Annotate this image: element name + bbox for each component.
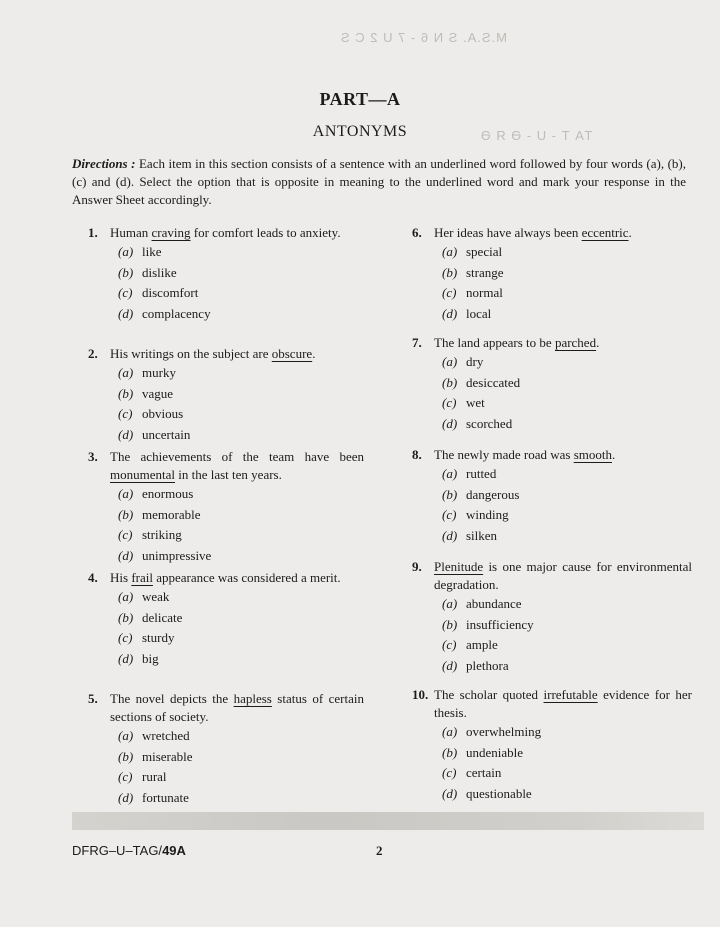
question-number: 4.	[88, 570, 98, 585]
option-d	[88, 788, 364, 809]
underlined-word: smooth	[573, 447, 612, 462]
underlined-word: Plenitude	[434, 559, 484, 574]
option-d	[412, 784, 692, 805]
question-text-post: in the last ten years.	[175, 467, 282, 482]
option-d	[412, 656, 692, 677]
option-text: silken	[466, 527, 498, 543]
option-c	[88, 767, 364, 788]
part-title: PART—A	[319, 89, 401, 109]
booklet-code-prefix: DFRG–U–TAG/	[72, 843, 163, 858]
option-label: (d)	[118, 650, 134, 666]
option-label: (d)	[442, 415, 458, 431]
directions-label: Directions :	[72, 156, 136, 171]
option-b	[88, 608, 364, 629]
question-text-post: .	[312, 346, 316, 361]
question-text-pre: Her ideas have always been	[434, 225, 582, 240]
option-text: sturdy	[142, 630, 175, 645]
option-text: memorable	[142, 506, 201, 522]
option-d	[412, 414, 692, 435]
question-number: 8.	[412, 447, 422, 462]
option-a	[412, 242, 692, 263]
option-text: special	[466, 244, 503, 259]
option-text: rural	[142, 769, 167, 784]
option-label: (b)	[442, 374, 458, 390]
option-label: (b)	[118, 506, 134, 522]
question-6	[412, 224, 692, 324]
question-2	[88, 345, 364, 445]
option-label: (c)	[442, 507, 457, 522]
question-number: 9.	[412, 559, 422, 574]
question-1	[88, 224, 364, 324]
question-3	[88, 448, 364, 566]
option-b	[88, 384, 364, 405]
option-text: ample	[466, 637, 498, 652]
option-text: desiccated	[466, 374, 521, 390]
option-text: weak	[142, 589, 170, 604]
option-b	[412, 743, 692, 764]
option-text: overwhelming	[466, 724, 542, 739]
option-label: (b)	[118, 385, 134, 401]
option-text: local	[466, 305, 492, 321]
option-text: miserable	[142, 748, 193, 764]
option-d	[412, 304, 692, 325]
option-text: abundance	[466, 596, 522, 611]
option-label: (a)	[442, 354, 458, 369]
option-label: (b)	[442, 744, 458, 760]
option-text: obvious	[142, 406, 184, 421]
option-a	[412, 464, 692, 485]
show-through-text: ТА Т - U - Ә Я Ә	[480, 128, 593, 143]
option-text: certain	[466, 765, 502, 780]
option-text: wet	[466, 395, 485, 410]
option-label: (c)	[118, 630, 133, 645]
option-label: (b)	[118, 609, 134, 625]
option-text: complacency	[142, 305, 211, 321]
question-number: 2.	[88, 346, 98, 361]
option-b	[412, 263, 692, 284]
option-label: (b)	[442, 486, 458, 502]
question-text-pre: The land appears to be	[434, 335, 555, 350]
option-label: (a)	[442, 596, 458, 611]
option-text: dislike	[142, 264, 177, 280]
option-label: (b)	[442, 616, 458, 632]
footer-band	[72, 812, 704, 830]
option-text: normal	[466, 285, 503, 300]
question-4	[88, 569, 364, 669]
question-10	[412, 686, 692, 804]
option-text: enormous	[142, 486, 194, 501]
option-c	[412, 505, 692, 526]
option-label: (b)	[442, 264, 458, 280]
option-a	[88, 242, 364, 263]
option-d	[88, 649, 364, 670]
question-text-post: for comfort leads to anxiety.	[190, 225, 341, 240]
option-text: delicate	[142, 609, 183, 625]
booklet-code-suffix: 49A	[162, 843, 186, 858]
option-label: (c)	[118, 406, 133, 421]
option-text: questionable	[466, 785, 532, 801]
option-label: (c)	[118, 769, 133, 784]
question-number: 1.	[88, 225, 98, 240]
question-7	[412, 334, 692, 434]
option-a	[412, 722, 692, 743]
underlined-word: frail	[131, 570, 153, 585]
option-d	[88, 546, 364, 567]
option-d	[412, 526, 692, 547]
option-a	[88, 726, 364, 747]
question-text-pre: The newly made road was	[434, 447, 574, 462]
question-text-post: is one major cause for environmental degradation.	[434, 559, 692, 592]
option-text: striking	[142, 527, 182, 542]
underlined-word: obscure	[271, 346, 313, 361]
option-text: unimpressive	[142, 547, 212, 563]
question-text-post: .	[628, 225, 632, 240]
underlined-word: monumental	[110, 467, 175, 482]
question-text-post: .	[596, 335, 600, 350]
question-number: 3.	[88, 449, 98, 464]
option-label: (a)	[442, 466, 458, 481]
question-number: 10.	[412, 687, 429, 702]
question-number: 5.	[88, 691, 98, 706]
question-9	[412, 558, 692, 676]
option-label: (d)	[442, 527, 458, 543]
question-5	[88, 690, 364, 808]
option-text: strange	[466, 264, 504, 280]
option-label: (b)	[118, 748, 134, 764]
question-text-post: evidence for her thesis.	[434, 687, 692, 720]
option-d	[88, 304, 364, 325]
option-label: (a)	[118, 365, 134, 380]
underlined-word: craving	[151, 225, 191, 240]
option-label: (a)	[442, 244, 458, 259]
option-text: winding	[466, 507, 509, 522]
question-text-pre: His writings on the subject are	[110, 346, 272, 361]
option-label: (a)	[118, 244, 134, 259]
question-8	[412, 446, 692, 546]
option-text: dangerous	[466, 486, 520, 502]
option-a	[412, 352, 692, 373]
option-b	[88, 505, 364, 526]
option-text: big	[142, 650, 159, 666]
underlined-word: parched	[554, 335, 597, 350]
directions-text: Each item in this section consists of a sentence with an underlined word followed by four words (a), (b), (c) and (d). Select the option that is opposite in meaning to the underlined word and mark your response in the Answer Sheet accordingly.	[72, 156, 687, 207]
underlined-word: irrefutable	[543, 687, 598, 702]
option-b	[412, 485, 692, 506]
show-through-text: M.S.A. S N 6 - 7 U 2 C S	[340, 30, 508, 45]
option-label: (c)	[442, 765, 457, 780]
option-b	[412, 615, 692, 636]
option-text: rutted	[466, 466, 497, 481]
option-label: (d)	[118, 789, 134, 805]
question-number: 6.	[412, 225, 422, 240]
option-text: vague	[142, 385, 174, 401]
option-label: (d)	[118, 305, 134, 321]
option-text: murky	[142, 365, 176, 380]
option-c	[412, 635, 692, 656]
question-text-pre: The scholar quoted	[434, 687, 544, 702]
option-label: (a)	[118, 728, 134, 743]
option-text: dry	[466, 354, 484, 369]
option-d	[88, 425, 364, 446]
option-b	[88, 747, 364, 768]
option-a	[88, 363, 364, 384]
option-label: (c)	[118, 285, 133, 300]
option-text: plethora	[466, 657, 509, 673]
option-label: (c)	[442, 637, 457, 652]
question-text-pre: The achievements of the team have been	[110, 449, 364, 464]
directions	[72, 155, 686, 209]
option-a	[412, 594, 692, 615]
option-label: (c)	[442, 285, 457, 300]
option-c	[88, 283, 364, 304]
option-c	[412, 393, 692, 414]
option-label: (b)	[118, 264, 134, 280]
question-text-pre: The novel depicts the	[110, 691, 234, 706]
question-number: 7.	[412, 335, 422, 350]
page-number: 2	[376, 843, 383, 858]
option-label: (d)	[442, 785, 458, 801]
option-label: (d)	[118, 547, 134, 563]
question-text-post: appearance was considered a merit.	[152, 570, 341, 585]
option-label: (d)	[118, 426, 134, 442]
underlined-word: eccentric	[581, 225, 629, 240]
option-label: (c)	[118, 527, 133, 542]
option-c	[88, 404, 364, 425]
option-text: wretched	[142, 728, 190, 743]
option-label: (a)	[118, 589, 134, 604]
option-label: (d)	[442, 305, 458, 321]
option-a	[88, 587, 364, 608]
question-text-post: .	[612, 447, 616, 462]
option-label: (d)	[442, 657, 458, 673]
section-title: ANTONYMS	[312, 123, 408, 140]
option-text: undeniable	[466, 744, 524, 760]
option-a	[88, 484, 364, 505]
option-b	[88, 263, 364, 284]
question-text-pre: Human	[110, 225, 152, 240]
option-text: uncertain	[142, 426, 191, 442]
option-text: like	[142, 244, 162, 259]
option-label: (a)	[442, 724, 458, 739]
option-c	[412, 763, 692, 784]
option-text: insufficiency	[466, 616, 534, 632]
option-text: fortunate	[142, 789, 189, 805]
option-label: (a)	[118, 486, 134, 501]
option-label: (c)	[442, 395, 457, 410]
option-text: discomfort	[142, 285, 199, 300]
option-c	[412, 283, 692, 304]
option-text: scorched	[466, 415, 513, 431]
booklet-code	[72, 843, 186, 858]
option-b	[412, 373, 692, 394]
question-text-pre: His	[110, 570, 132, 585]
option-c	[88, 628, 364, 649]
underlined-word: hapless	[233, 691, 272, 706]
question-text-post: status of certain sections of society.	[110, 691, 364, 724]
option-c	[88, 525, 364, 546]
